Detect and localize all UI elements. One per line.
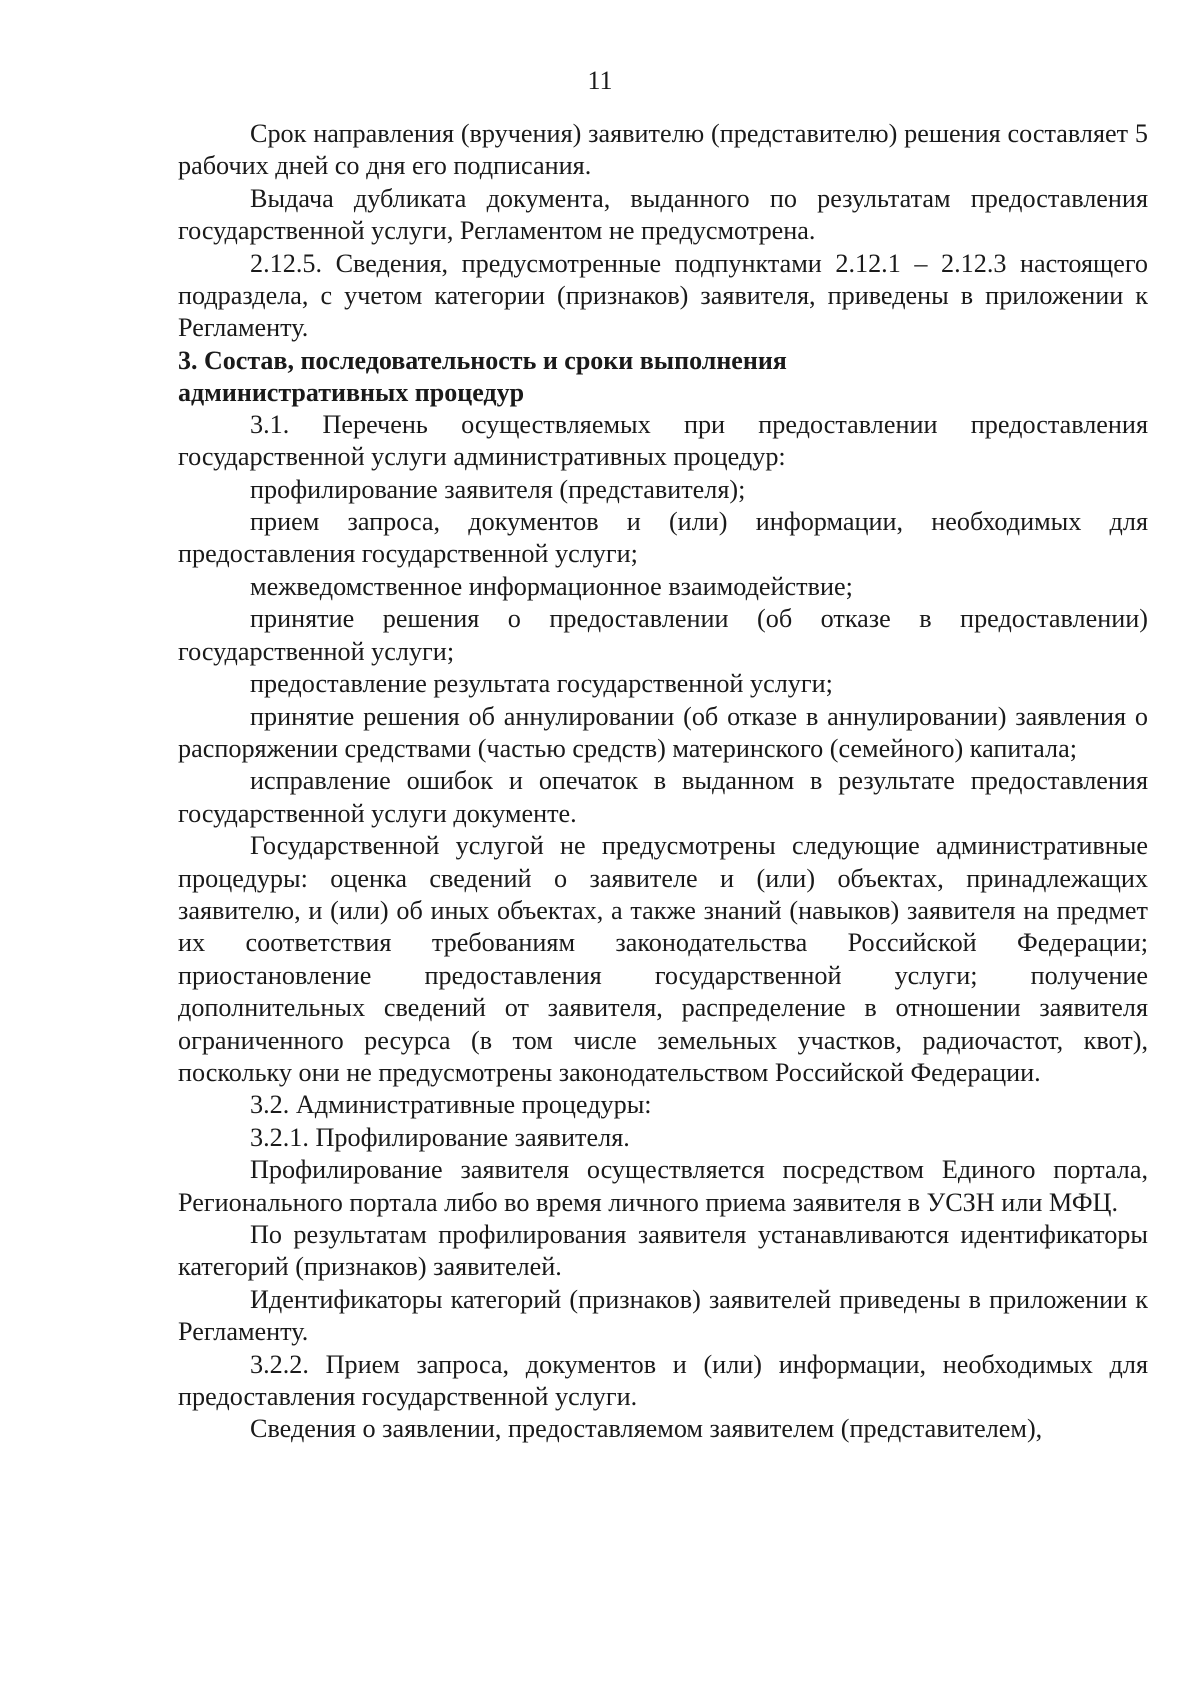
paragraph: 3.1. Перечень осуществляемых при предоставлении предоставления государственной услуги административных процедур: [178,409,1148,472]
paragraph: Профилирование заявителя осуществляется посредством Единого портала, Регионального портала либо во время личного приема заявителя в УСЗН или МФЦ. [178,1155,1148,1217]
section-title-line: административных процедур [178,377,525,407]
paragraph: предоставление результата государственной услуги; [250,669,833,699]
paragraph: Государственной услугой не предусмотрены следующие административные процедуры: оценка сведений о заявителе и (или) объектах, принадлежащих заявителю, и (или) об иных объектах, а также знаний (навыков) заявителя на предмет их соответствия требованиям законодательства Российской Федерации; приостановление предоставления государственной услуги; получение дополнительных сведений от заявителя, распределение в отношении заявителя ограниченного ресурса (в том числе земельных участков, радиочастот, квот), поскольку они не предусмотрены законодательством Российской Федерации. [178,831,1148,1087]
paragraph: Сведения о заявлении, предоставляемом заявителем (представителем), [250,1414,1043,1444]
paragraph: Выдача дубликата документа, выданного по результатам предоставления государственной услуги, Регламентом не предусмотрена. [178,183,1148,246]
document-body [178,118,1148,1446]
paragraph: межведомственное информационное взаимодействие; [250,571,853,601]
paragraph: Идентификаторы категорий (признаков) заявителей приведены в приложении к Регламенту. [178,1284,1148,1347]
page-number: 11 [587,66,613,95]
paragraph: По результатам профилирования заявителя устанавливаются идентификаторы категорий (признаков) заявителей. [178,1220,1148,1282]
paragraph: 3.2.1. Профилирование заявителя. [250,1122,630,1152]
paragraph: профилирование заявителя (представителя); [250,474,746,504]
section-title [178,345,1148,409]
paragraph: принятие решения о предоставлении (об отказе в предоставлении) государственной услуги; [178,604,1148,666]
paragraph: Срок направления (вручения) заявителю (представителю) решения составляет 5 рабочих дней со дня его подписания. [178,119,1148,181]
paragraph: 2.12.5. Сведения, предусмотренные подпунктами 2.12.1 – 2.12.3 настоящего подраздела, с учетом категории (признаков) заявителя, приведены в приложении к Регламенту. [178,248,1148,343]
paragraph: исправление ошибок и опечаток в выданном в результате предоставления государственной услуги документе. [178,766,1148,828]
paragraph: принятие решения об аннулировании (об отказе в аннулировании) заявления о распоряжении средствами (частью средств) материнского (семейного) капитала; [178,701,1148,763]
paragraph: 3.2.2. Прием запроса, документов и (или) информации, необходимых для предоставления государственной услуги. [178,1349,1148,1412]
paragraph: прием запроса, документов и (или) информации, необходимых для предоставления государственной услуги; [178,507,1148,569]
section-title-line: 3. Состав, последовательность и сроки выполнения [178,345,787,375]
paragraph: 3.2. Административные процедуры: [250,1090,652,1120]
